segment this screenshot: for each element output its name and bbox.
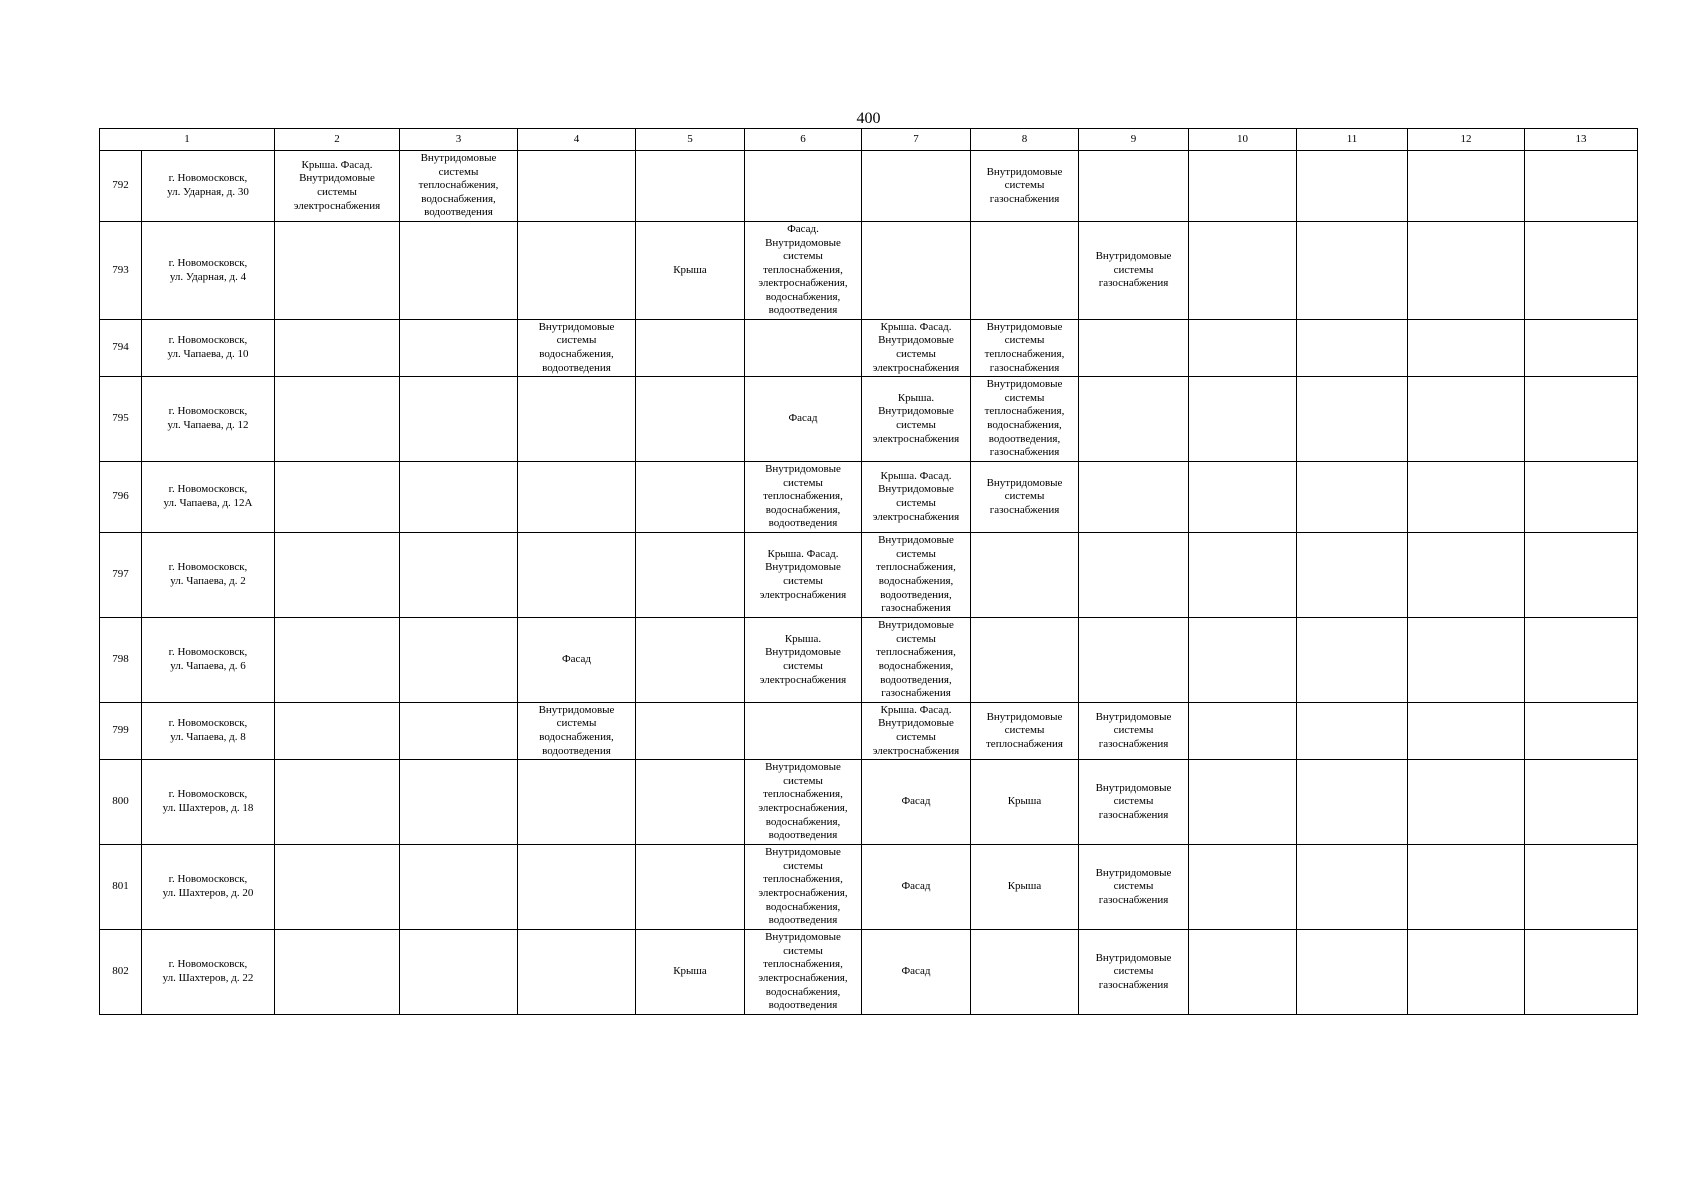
col-7-cell: Крыша. Фасад. Внутридомовые системы электроснабжения [862, 703, 971, 760]
col-8-cell: Внутридомовые системы газоснабжения [971, 462, 1079, 533]
col-4-cell [518, 462, 636, 533]
col-5-cell: Крыша [636, 930, 745, 1015]
col-2-cell [275, 930, 400, 1015]
address-cell: г. Новомосковск, ул. Чапаева, д. 6 [142, 618, 275, 703]
col-8-cell: Внутридомовые системы теплоснабжения [971, 703, 1079, 760]
col-13-cell [1525, 703, 1638, 760]
col-5-cell [636, 845, 745, 930]
col-12-cell [1408, 320, 1525, 377]
col-8-cell [971, 222, 1079, 320]
address-cell: г. Новомосковск, ул. Шахтеров, д. 18 [142, 760, 275, 845]
col-10-cell [1189, 320, 1297, 377]
row-number: 796 [100, 462, 142, 533]
col-3-cell [400, 320, 518, 377]
col-11-cell [1297, 703, 1408, 760]
col-2-cell [275, 320, 400, 377]
col-4-cell: Фасад [518, 618, 636, 703]
col-11-cell [1297, 760, 1408, 845]
col-12-cell [1408, 462, 1525, 533]
table-row [100, 703, 1638, 760]
col-7-cell: Внутридомовые системы теплоснабжения, водоснабжения, водоотведения, газоснабжения [862, 533, 971, 618]
table-body [100, 129, 1638, 1015]
col-5-cell [636, 377, 745, 462]
col-3-cell [400, 703, 518, 760]
table-row [100, 618, 1638, 703]
header-cell-5: 5 [636, 129, 745, 151]
col-12-cell [1408, 151, 1525, 222]
table-row [100, 377, 1638, 462]
col-4-cell [518, 222, 636, 320]
col-9-cell [1079, 320, 1189, 377]
col-8-cell: Внутридомовые системы теплоснабжения, газоснабжения [971, 320, 1079, 377]
col-2-cell: Крыша. Фасад. Внутридомовые системы электроснабжения [275, 151, 400, 222]
header-cell-8: 8 [971, 129, 1079, 151]
col-6-cell: Фасад. Внутридомовые системы теплоснабжения, электроснабжения, водоснабжения, водоотведения [745, 222, 862, 320]
table-row [100, 930, 1638, 1015]
repair-schedule-table [99, 128, 1638, 1015]
col-2-cell [275, 462, 400, 533]
col-10-cell [1189, 845, 1297, 930]
col-6-cell: Крыша. Внутридомовые системы электроснабжения [745, 618, 862, 703]
col-7-cell: Крыша. Фасад. Внутридомовые системы электроснабжения [862, 320, 971, 377]
table-row [100, 222, 1638, 320]
col-8-cell [971, 930, 1079, 1015]
col-11-cell [1297, 930, 1408, 1015]
col-4-cell: Внутридомовые системы водоснабжения, водоотведения [518, 320, 636, 377]
col-6-cell [745, 151, 862, 222]
col-5-cell [636, 703, 745, 760]
col-11-cell [1297, 151, 1408, 222]
col-10-cell [1189, 703, 1297, 760]
col-3-cell [400, 222, 518, 320]
address-cell: г. Новомосковск, ул. Шахтеров, д. 20 [142, 845, 275, 930]
col-11-cell [1297, 845, 1408, 930]
row-number: 794 [100, 320, 142, 377]
address-cell: г. Новомосковск, ул. Чапаева, д. 10 [142, 320, 275, 377]
col-4-cell [518, 533, 636, 618]
row-number: 801 [100, 845, 142, 930]
col-13-cell [1525, 930, 1638, 1015]
col-11-cell [1297, 320, 1408, 377]
col-8-cell: Внутридомовые системы газоснабжения [971, 151, 1079, 222]
col-3-cell [400, 462, 518, 533]
col-8-cell [971, 533, 1079, 618]
address-cell: г. Новомосковск, ул. Ударная, д. 30 [142, 151, 275, 222]
col-2-cell [275, 222, 400, 320]
col-7-cell: Крыша. Внутридомовые системы электроснабжения [862, 377, 971, 462]
col-9-cell [1079, 377, 1189, 462]
col-5-cell [636, 320, 745, 377]
col-3-cell [400, 533, 518, 618]
col-2-cell [275, 533, 400, 618]
col-7-cell [862, 151, 971, 222]
col-6-cell: Крыша. Фасад. Внутридомовые системы электроснабжения [745, 533, 862, 618]
row-number: 793 [100, 222, 142, 320]
col-9-cell [1079, 533, 1189, 618]
col-3-cell: Внутридомовые системы теплоснабжения, водоснабжения, водоотведения [400, 151, 518, 222]
col-4-cell [518, 845, 636, 930]
address-cell: г. Новомосковск, ул. Ударная, д. 4 [142, 222, 275, 320]
col-9-cell: Внутридомовые системы газоснабжения [1079, 845, 1189, 930]
header-cell-9: 9 [1079, 129, 1189, 151]
col-10-cell [1189, 462, 1297, 533]
col-13-cell [1525, 377, 1638, 462]
table-row [100, 151, 1638, 222]
col-4-cell: Внутридомовые системы водоснабжения, водоотведения [518, 703, 636, 760]
col-2-cell [275, 760, 400, 845]
col-13-cell [1525, 151, 1638, 222]
col-3-cell [400, 845, 518, 930]
col-12-cell [1408, 618, 1525, 703]
col-9-cell: Внутридомовые системы газоснабжения [1079, 930, 1189, 1015]
header-cell-7: 7 [862, 129, 971, 151]
col-13-cell [1525, 533, 1638, 618]
col-12-cell [1408, 533, 1525, 618]
header-row [100, 129, 1638, 151]
col-9-cell [1079, 151, 1189, 222]
col-6-cell: Внутридомовые системы теплоснабжения, электроснабжения, водоснабжения, водоотведения [745, 930, 862, 1015]
row-number: 797 [100, 533, 142, 618]
col-11-cell [1297, 618, 1408, 703]
col-11-cell [1297, 377, 1408, 462]
row-number: 800 [100, 760, 142, 845]
header-cell-2: 2 [275, 129, 400, 151]
row-number: 798 [100, 618, 142, 703]
table-row [100, 320, 1638, 377]
row-number: 792 [100, 151, 142, 222]
col-7-cell: Фасад [862, 930, 971, 1015]
col-8-cell: Внутридомовые системы теплоснабжения, водоснабжения, водоотведения, газоснабжения [971, 377, 1079, 462]
col-8-cell: Крыша [971, 760, 1079, 845]
col-7-cell: Крыша. Фасад. Внутридомовые системы электроснабжения [862, 462, 971, 533]
col-5-cell: Крыша [636, 222, 745, 320]
col-12-cell [1408, 930, 1525, 1015]
col-6-cell: Внутридомовые системы теплоснабжения, электроснабжения, водоснабжения, водоотведения [745, 760, 862, 845]
col-5-cell [636, 760, 745, 845]
header-cell-13: 13 [1525, 129, 1638, 151]
col-10-cell [1189, 377, 1297, 462]
col-4-cell [518, 151, 636, 222]
col-12-cell [1408, 845, 1525, 930]
col-3-cell [400, 377, 518, 462]
col-13-cell [1525, 618, 1638, 703]
row-number: 802 [100, 930, 142, 1015]
col-11-cell [1297, 222, 1408, 320]
col-4-cell [518, 377, 636, 462]
col-6-cell [745, 320, 862, 377]
col-7-cell: Фасад [862, 760, 971, 845]
col-5-cell [636, 462, 745, 533]
col-11-cell [1297, 533, 1408, 618]
header-cell-4: 4 [518, 129, 636, 151]
col-8-cell: Крыша [971, 845, 1079, 930]
col-5-cell [636, 618, 745, 703]
col-13-cell [1525, 222, 1638, 320]
header-cell-3: 3 [400, 129, 518, 151]
col-12-cell [1408, 760, 1525, 845]
col-9-cell: Внутридомовые системы газоснабжения [1079, 703, 1189, 760]
col-2-cell [275, 377, 400, 462]
col-6-cell: Фасад [745, 377, 862, 462]
col-9-cell [1079, 462, 1189, 533]
col-6-cell: Внутридомовые системы теплоснабжения, водоснабжения, водоотведения [745, 462, 862, 533]
col-6-cell: Внутридомовые системы теплоснабжения, электроснабжения, водоснабжения, водоотведения [745, 845, 862, 930]
col-10-cell [1189, 222, 1297, 320]
col-12-cell [1408, 222, 1525, 320]
col-5-cell [636, 533, 745, 618]
table-row [100, 462, 1638, 533]
header-cell-11: 11 [1297, 129, 1408, 151]
col-4-cell [518, 930, 636, 1015]
col-9-cell: Внутридомовые системы газоснабжения [1079, 222, 1189, 320]
header-cell-12: 12 [1408, 129, 1525, 151]
address-cell: г. Новомосковск, ул. Чапаева, д. 12 [142, 377, 275, 462]
col-3-cell [400, 760, 518, 845]
header-cell-6: 6 [745, 129, 862, 151]
col-13-cell [1525, 320, 1638, 377]
col-7-cell [862, 222, 971, 320]
col-12-cell [1408, 377, 1525, 462]
col-9-cell: Внутридомовые системы газоснабжения [1079, 760, 1189, 845]
col-13-cell [1525, 462, 1638, 533]
col-7-cell: Внутридомовые системы теплоснабжения, водоснабжения, водоотведения, газоснабжения [862, 618, 971, 703]
col-10-cell [1189, 151, 1297, 222]
header-cell-10: 10 [1189, 129, 1297, 151]
table-row [100, 533, 1638, 618]
col-13-cell [1525, 845, 1638, 930]
address-cell: г. Новомосковск, ул. Чапаева, д. 8 [142, 703, 275, 760]
col-3-cell [400, 930, 518, 1015]
col-10-cell [1189, 760, 1297, 845]
col-9-cell [1079, 618, 1189, 703]
row-number: 795 [100, 377, 142, 462]
col-2-cell [275, 703, 400, 760]
table-row [100, 845, 1638, 930]
col-5-cell [636, 151, 745, 222]
address-cell: г. Новомосковск, ул. Шахтеров, д. 22 [142, 930, 275, 1015]
col-10-cell [1189, 533, 1297, 618]
col-3-cell [400, 618, 518, 703]
col-13-cell [1525, 760, 1638, 845]
col-8-cell [971, 618, 1079, 703]
col-6-cell [745, 703, 862, 760]
col-4-cell [518, 760, 636, 845]
col-10-cell [1189, 930, 1297, 1015]
col-7-cell: Фасад [862, 845, 971, 930]
row-number: 799 [100, 703, 142, 760]
address-cell: г. Новомосковск, ул. Чапаева, д. 2 [142, 533, 275, 618]
header-cell-1: 1 [100, 129, 275, 151]
col-10-cell [1189, 618, 1297, 703]
col-12-cell [1408, 703, 1525, 760]
col-11-cell [1297, 462, 1408, 533]
col-2-cell [275, 618, 400, 703]
col-2-cell [275, 845, 400, 930]
address-cell: г. Новомосковск, ул. Чапаева, д. 12А [142, 462, 275, 533]
table-row [100, 760, 1638, 845]
page-number: 400 [856, 110, 881, 127]
